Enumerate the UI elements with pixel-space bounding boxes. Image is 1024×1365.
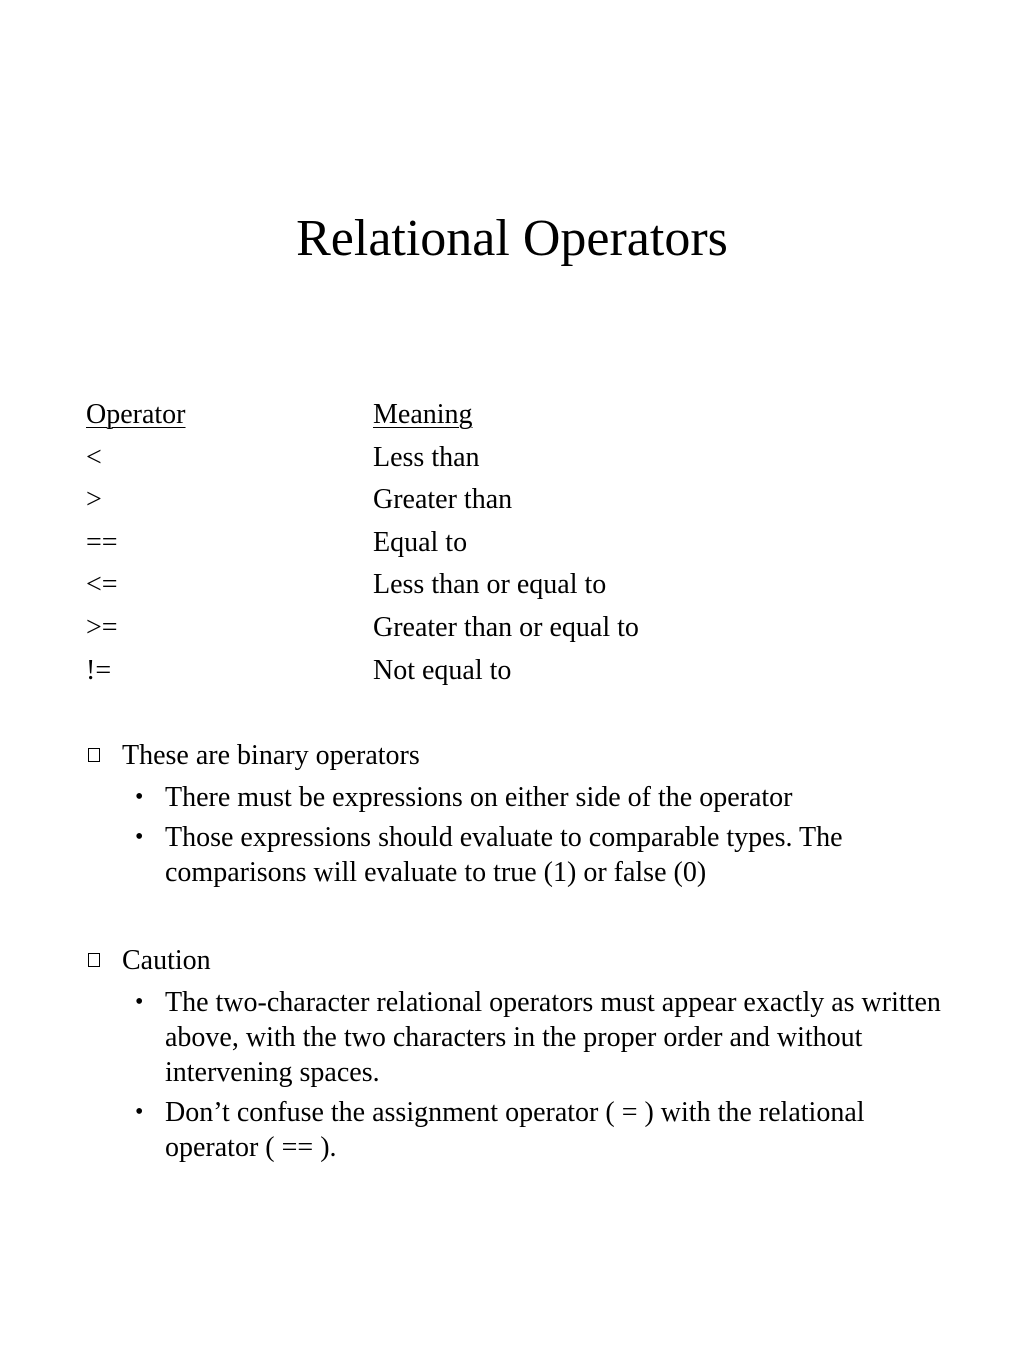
meaning-cell: Less than or equal to xyxy=(373,569,607,601)
bullet-icon: • xyxy=(135,1099,144,1125)
meaning-cell: Equal to xyxy=(373,526,468,558)
operator-cell: != xyxy=(86,654,112,686)
bullet-icon: • xyxy=(135,784,144,810)
slide-title: Relational Operators xyxy=(296,210,728,267)
list-item-text: Those expressions should evaluate to comparable types. The comparisons will evaluate to true (1) or false (0) xyxy=(165,822,843,888)
list-item-text: Don’t confuse the assignment operator ( = ) with the relational operator ( == ). xyxy=(165,1097,865,1163)
section-heading xyxy=(86,942,946,980)
box-icon xyxy=(88,748,100,762)
section-heading-text: Caution xyxy=(122,945,211,976)
list-item xyxy=(86,820,946,890)
meaning-cell: Less than xyxy=(373,441,480,473)
box-icon xyxy=(88,953,100,967)
list-item xyxy=(86,1095,946,1165)
list-item xyxy=(86,985,946,1090)
meaning-cell: Greater than xyxy=(373,484,513,516)
operator-cell: <= xyxy=(86,569,118,601)
binary-operators-section xyxy=(86,737,946,890)
bullet-icon: • xyxy=(135,989,144,1015)
operator-cell: > xyxy=(86,484,102,516)
operator-cell: == xyxy=(86,526,118,558)
list-item-text: The two-character relational operators must appear exactly as written above, with the two characters in the proper order and without intervening spaces. xyxy=(165,987,941,1088)
section-heading xyxy=(86,737,946,775)
operator-column-header: Operator xyxy=(86,399,186,430)
meaning-cell: Greater than or equal to xyxy=(373,611,639,643)
list-item xyxy=(86,780,946,815)
section-heading-text: These are binary operators xyxy=(122,740,420,771)
operator-cell: < xyxy=(86,441,102,473)
meaning-cell: Not equal to xyxy=(373,654,512,686)
operator-cell: >= xyxy=(86,611,118,643)
caution-section xyxy=(86,942,946,1165)
meaning-column-header: Meaning xyxy=(373,399,473,430)
bullet-icon: • xyxy=(135,824,144,850)
list-item-text: There must be expressions on either side of the operator xyxy=(165,782,793,813)
